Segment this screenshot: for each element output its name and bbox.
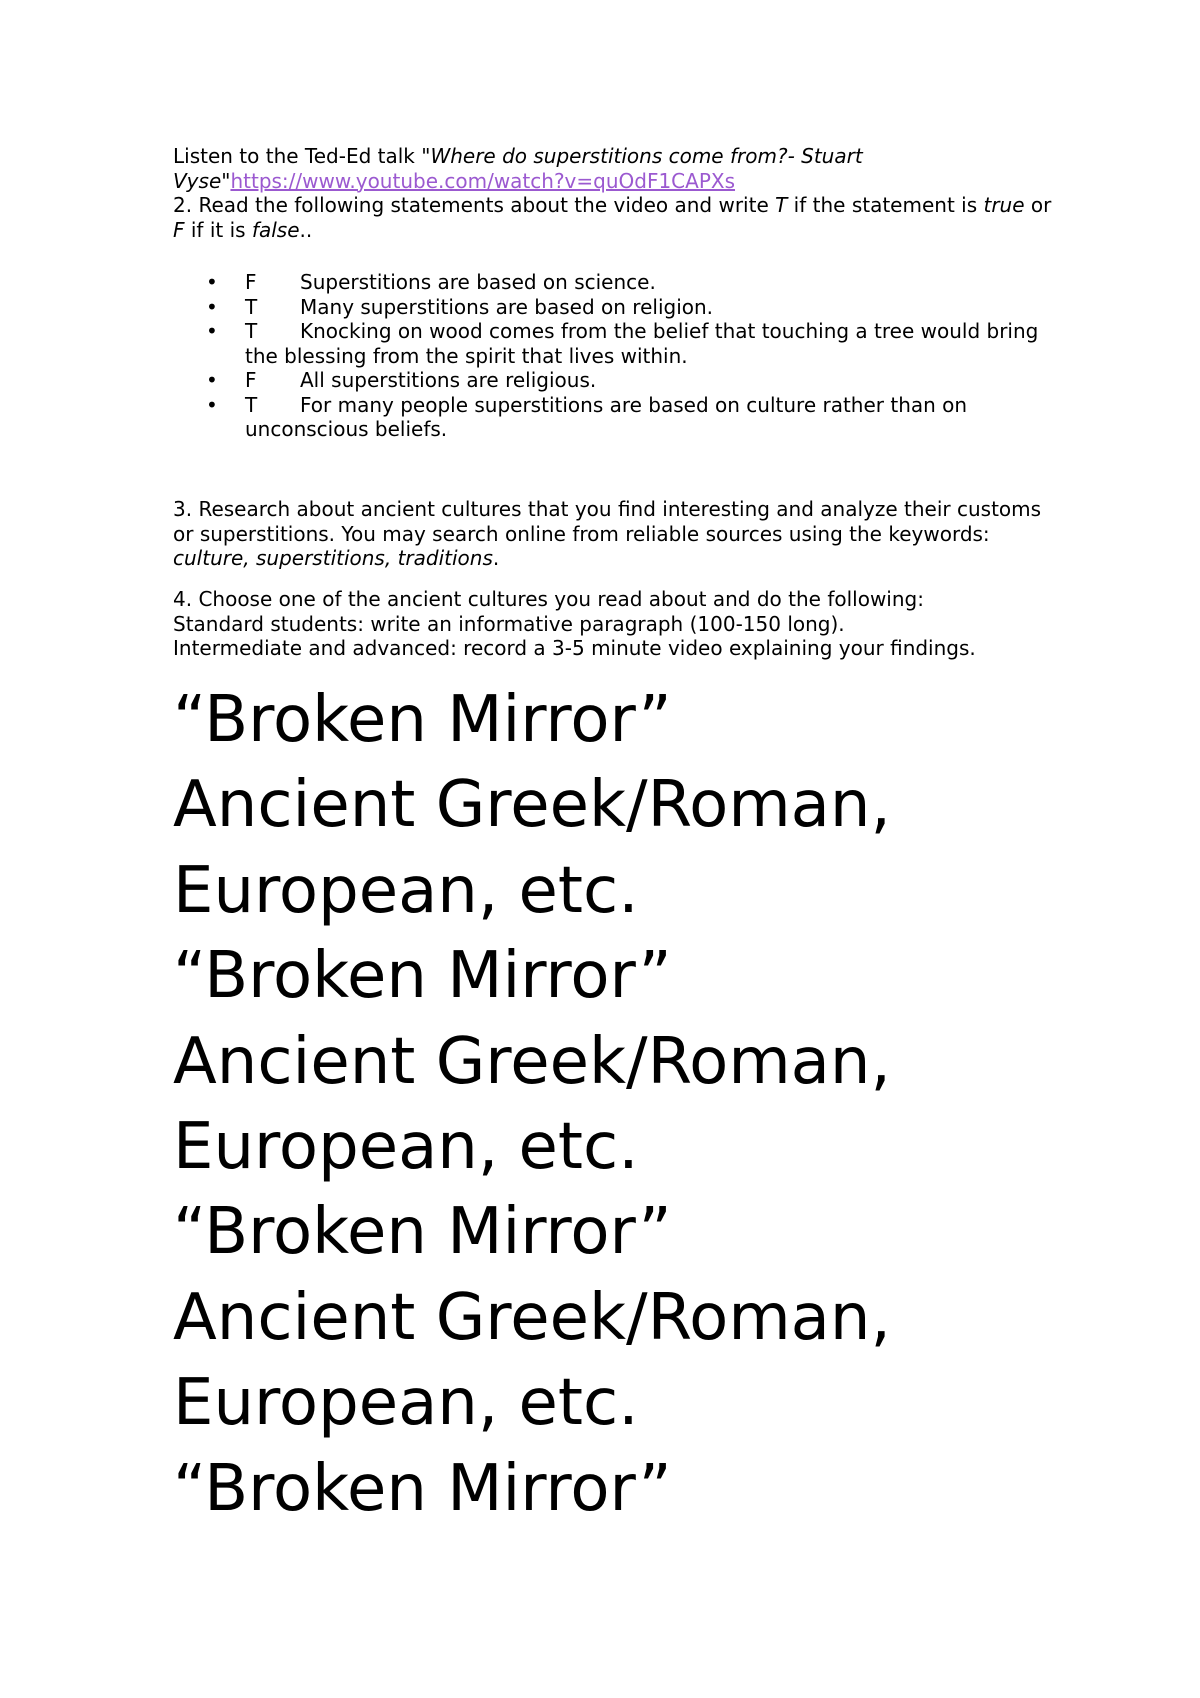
intro-line	[173, 144, 1053, 193]
q4-line-3: Intermediate and advanced: record a 3-5 minute video explaining your findings.	[173, 636, 976, 660]
intro-close-quote: "	[221, 168, 231, 193]
q3-text: 3. Research about ancient cultures that you find interesting and analyze their customs or superstitions. You may search online from reliable sources using the keywords:	[173, 497, 1042, 546]
answer-mark: T	[245, 392, 258, 417]
answer-mark: F	[245, 368, 257, 392]
q2-f: F	[173, 217, 185, 242]
list-item	[173, 295, 1053, 320]
list-item	[173, 319, 1053, 368]
answer-line: “Broken Mirror”	[173, 1195, 672, 1270]
answer-mark: T	[245, 294, 258, 319]
answer-line: Ancient Greek/Roman,	[173, 1024, 891, 1099]
statement-text: For many people superstitions are based on culture rather than on unconscious beliefs.	[245, 392, 968, 441]
q4-line-1: 4. Choose one of the ancient cultures you read about and do the following:	[173, 587, 924, 611]
intro-paragraph	[173, 144, 1053, 242]
q2-text-1: 2. Read the following statements about the video and write	[173, 193, 776, 217]
q2-true: true	[983, 193, 1025, 217]
statement-text: Knocking on wood comes from the belief that touching a tree would bring the blessing from the spirit that lives within.	[245, 319, 1039, 368]
list-item	[173, 270, 1053, 295]
answer-line: Ancient Greek/Roman,	[173, 1280, 891, 1355]
answer-line: “Broken Mirror”	[173, 1451, 672, 1526]
q3-end: .	[492, 546, 500, 570]
q2-text-4: if it is	[184, 217, 252, 242]
q4-line-2: Standard students: write an informative paragraph (100-150 long).	[173, 611, 845, 636]
student-answer	[173, 678, 1073, 1532]
answer-line: European, etc.	[173, 1110, 639, 1185]
q2-t: T	[775, 193, 788, 217]
answer-line: European, etc.	[173, 853, 639, 928]
question-4	[173, 587, 1053, 661]
q2-text-5: ..	[299, 217, 313, 242]
question-2	[173, 193, 1053, 242]
q3-keywords: culture, superstitions, traditions	[173, 546, 493, 570]
answer-line: European, etc.	[173, 1366, 639, 1441]
answer-line: Ancient Greek/Roman,	[173, 768, 891, 843]
q2-text-2: if the statement is	[787, 193, 984, 217]
talk-title: Where do superstitions come from?- Stuart Vyse	[173, 144, 863, 193]
q2-false: false	[251, 217, 300, 242]
answer-mark: T	[245, 319, 258, 343]
statement-text: Superstitions are based on science.	[300, 270, 656, 294]
answer-line: “Broken Mirror”	[173, 939, 672, 1014]
answer-mark: F	[245, 270, 257, 294]
statement-text: Many superstitions are based on religion.	[300, 294, 714, 319]
intro-prefix: Listen to the Ted-Ed talk "	[173, 144, 431, 168]
q2-text-3: or	[1024, 193, 1052, 217]
video-link[interactable]: https://www.youtube.com/watch?v=quOdF1CAPXs	[230, 168, 736, 193]
question-3	[173, 497, 1053, 571]
answer-line: “Broken Mirror”	[173, 683, 672, 757]
statement-text: All superstitions are religious.	[300, 368, 597, 392]
true-false-list	[173, 270, 1053, 442]
list-item	[173, 368, 1053, 393]
list-item	[173, 393, 1053, 442]
